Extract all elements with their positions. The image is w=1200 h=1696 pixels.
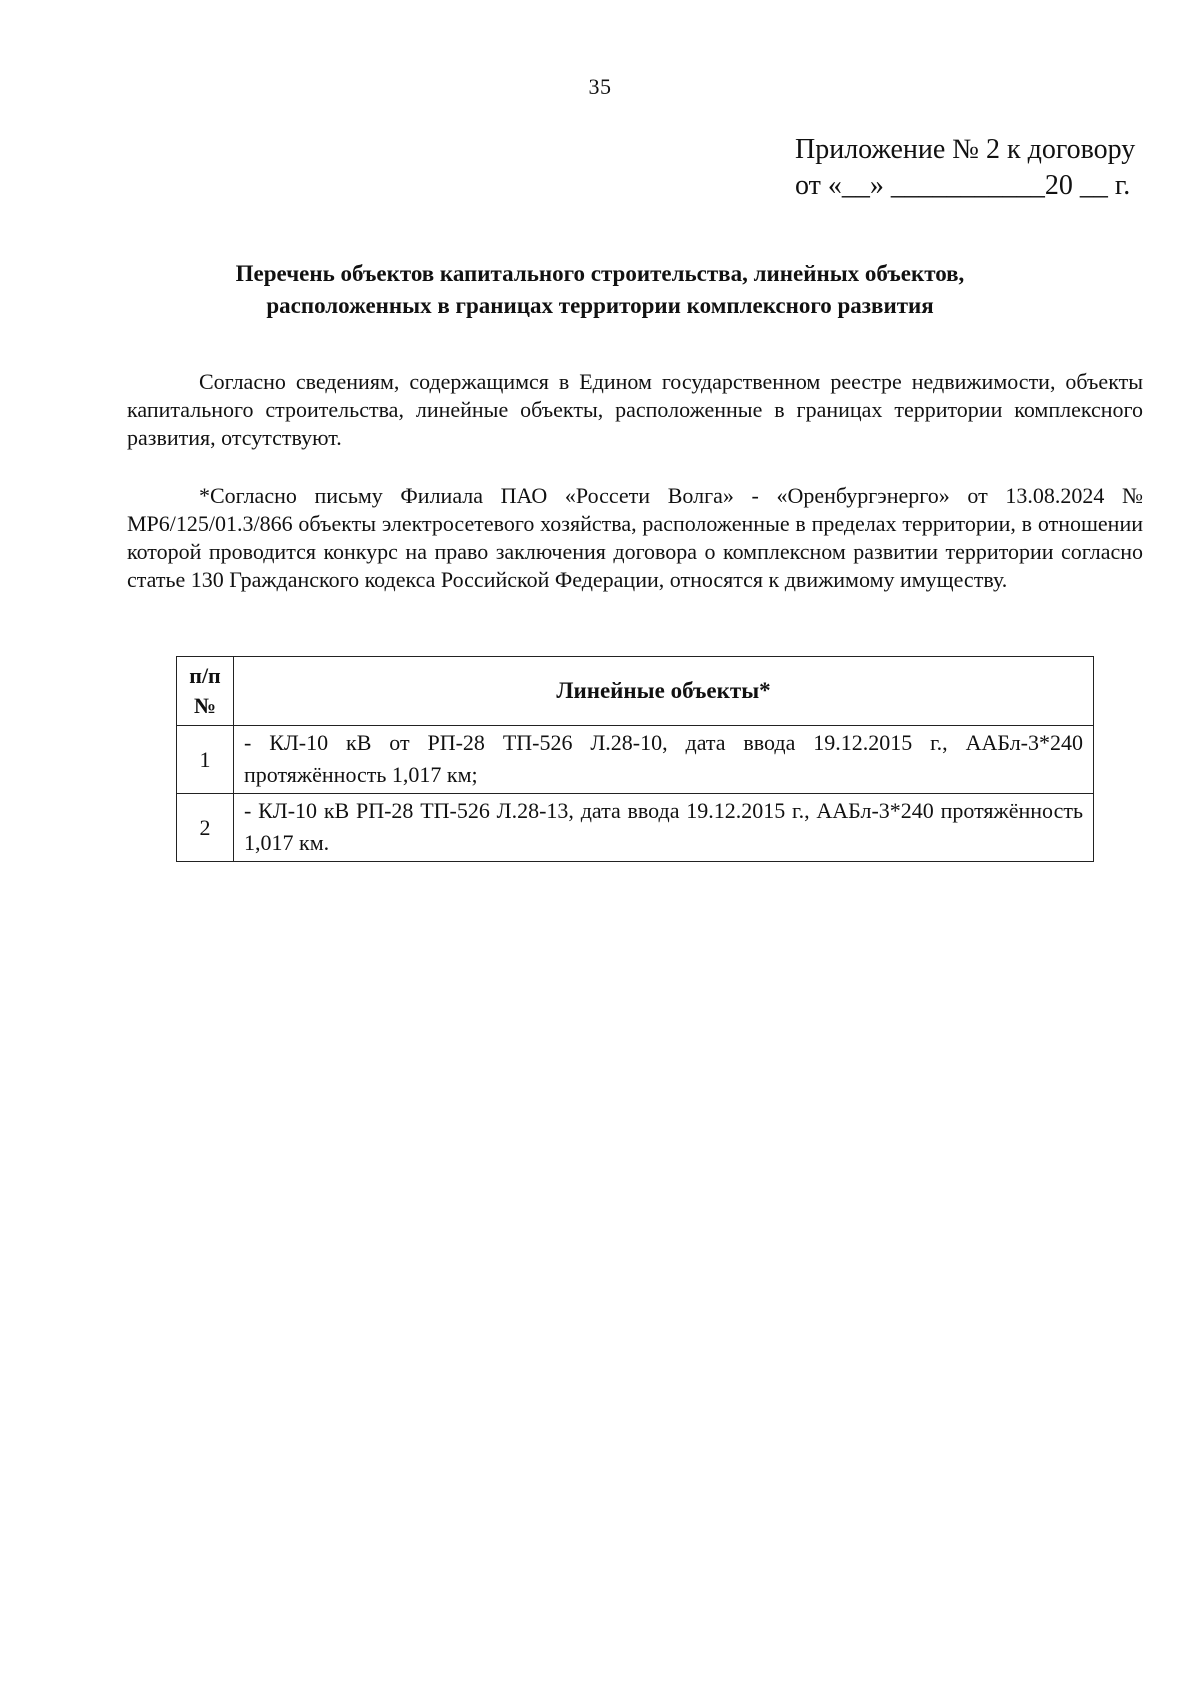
- column-header-linear-objects: Линейные объекты*: [234, 657, 1094, 726]
- column-header-number-line-1: п/п: [189, 663, 221, 688]
- column-header-number: [177, 657, 234, 726]
- appendix-reference: Приложение № 2 к договору: [795, 134, 1136, 165]
- document-title-line-2: расположенных в границах территории комплексного развития: [266, 293, 934, 318]
- row-number: 1: [177, 726, 234, 794]
- linear-objects-table: [176, 656, 1094, 862]
- document-title-line-1: Перечень объектов капитального строительства, линейных объектов,: [235, 261, 965, 286]
- row-description: - КЛ-10 кВ от РП-28 ТП-526 Л.28-10, дата ввода 19.12.2015 г., ААБл-3*240 протяжённость 1,017 км;: [234, 726, 1094, 794]
- paragraph-footnote-letter: *Согласно письму Филиала ПАО «Россети Волга» - «Оренбургэнерго» от 13.08.2024 № МР6/125/01.3/866 объекты электросетевого хозяйства, расположенные в пределах территории, в отношении которой проводится конкурс на право заключения договора о комплексном развитии территории согласно статье 130 Гражданского кодекса Российской Федерации, относятся к движимому имуществу.: [127, 483, 1143, 592]
- appendix-date-line: от «__» ___________20 __ г.: [795, 170, 1131, 201]
- table-row: [177, 726, 1094, 794]
- page-number: 35: [588, 74, 612, 99]
- table-header-row: [177, 657, 1094, 726]
- document-title: [130, 258, 1070, 322]
- appendix-header: [795, 132, 1135, 204]
- row-number: 2: [177, 794, 234, 862]
- row-description: - КЛ-10 кВ РП-28 ТП-526 Л.28-13, дата ввода 19.12.2015 г., ААБл-3*240 протяжённость 1,017 км.: [234, 794, 1094, 862]
- table-row: [177, 794, 1094, 862]
- paragraph-registry-info: Согласно сведениям, содержащимся в Едином государственном реестре недвижимости, объекты капитального строительства, линейные объекты, расположенные в границах территории комплексного развития, отсутствуют.: [127, 369, 1143, 450]
- column-header-number-line-2: №: [193, 693, 217, 718]
